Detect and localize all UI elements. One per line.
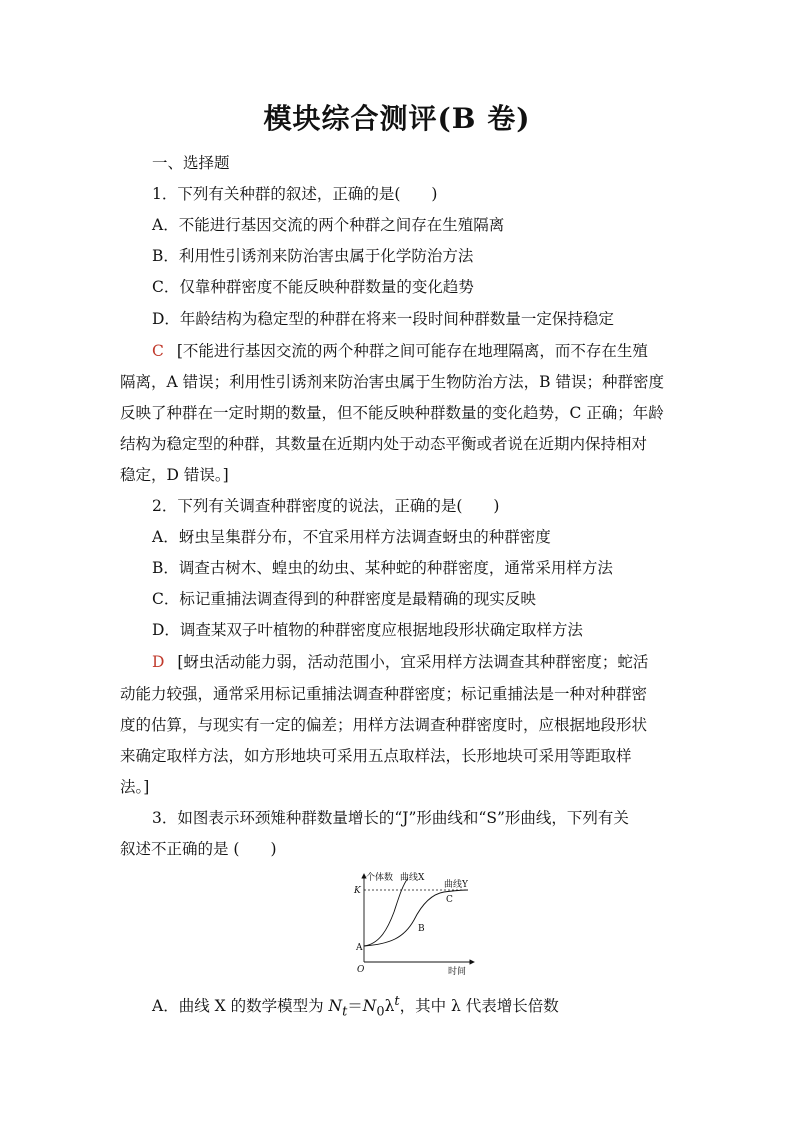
q1-explanation-line-2: 隔离，A 错误；利用性引诱剂来防治害虫属于生物防治方法，B 错误；种群密度 bbox=[120, 373, 664, 391]
q2-explanation-line-2: 动能力较强，通常采用标记重捕法调查种群密度；标记重捕法是一种对种群密 bbox=[120, 685, 648, 703]
q1-answer: C bbox=[152, 342, 164, 360]
q2-option-c: C．标记重捕法调查得到的种群密度是最精确的现实反映 bbox=[152, 590, 536, 608]
q1-explanation-line-3: 反映了种群在一定时期的数量，但不能反映种群数量的变化趋势，C 正确；年龄 bbox=[120, 404, 664, 422]
q2-answer: D bbox=[152, 653, 165, 671]
section-heading: 一、选择题 bbox=[152, 154, 230, 172]
point-a-label: A bbox=[356, 943, 363, 953]
q1-explanation-line-4: 结构为稳定型的种群，其数量在近期内处于动态平衡或者说在近期内保持相对 bbox=[120, 435, 648, 453]
q1-explanation-line-1: C [不能进行基因交流的两个种群之间可能存在地理隔离，而不存在生殖 bbox=[152, 342, 648, 360]
q2-option-d: D．调查某双子叶植物的种群密度应根据地段形状确定取样方法 bbox=[152, 621, 583, 639]
q1-explanation-line-5: 稳定，D 错误。] bbox=[120, 466, 229, 484]
curve-x-label: 曲线X bbox=[400, 873, 425, 883]
q3-stem-line-2: 叙述不正确的是 ( ) bbox=[120, 840, 277, 858]
q1-stem: 1．下列有关种群的叙述，正确的是( ) bbox=[152, 185, 438, 203]
q2-option-b: B．调查古树木、蝗虫的幼虫、某种蛇的种群密度，通常采用样方法 bbox=[152, 559, 613, 577]
k-label: K bbox=[354, 886, 361, 896]
origin-label: O bbox=[357, 965, 365, 975]
curve-y-label: 曲线Y bbox=[444, 880, 468, 890]
q2-stem: 2．下列有关调查种群密度的说法，正确的是( ) bbox=[152, 497, 500, 515]
growth-curve-svg bbox=[340, 868, 480, 980]
q1-option-d: D．年龄结构为稳定型的种群在将来一段时间种群数量一定保持稳定 bbox=[152, 310, 614, 328]
q1-option-c: C．仅靠种群密度不能反映种群数量的变化趋势 bbox=[152, 278, 474, 296]
q2-option-a: A．蚜虫呈集群分布，不宜采用样方法调查蚜虫的种群密度 bbox=[152, 528, 551, 546]
q1-option-a: A．不能进行基因交流的两个种群之间存在生殖隔离 bbox=[152, 216, 505, 234]
q3-stem-line-1: 3．如图表示环颈雉种群数量增长的“J”形曲线和“S”形曲线，下列有关 bbox=[152, 809, 629, 827]
q2-explanation-line-5: 法。] bbox=[120, 778, 150, 796]
point-b-label: B bbox=[418, 924, 425, 934]
y-axis-label: 个体数 bbox=[366, 873, 394, 883]
point-c-label: C bbox=[446, 895, 453, 905]
growth-curve-figure bbox=[340, 868, 480, 980]
curve-x bbox=[364, 878, 408, 946]
q2-explanation-line-3: 度的估算，与现实有一定的偏差；用样方法调查种群密度时，应根据地段形状 bbox=[120, 716, 648, 734]
x-axis-label: 时间 bbox=[448, 967, 467, 977]
q3-option-a: A．曲线 X 的数学模型为 $N_t=N_0\lambda^t$，其中 λ 代表增长倍数 bbox=[152, 994, 559, 1020]
page-title: 模块综合测评(B 卷) bbox=[263, 102, 531, 135]
q2-explanation-line-1: D [蚜虫活动能力弱，活动范围小，宜采用样方法调查其种群密度；蛇活 bbox=[152, 653, 649, 671]
q2-explanation-line-4: 来确定取样方法，如方形地块可采用五点取样法，长形地块可采用等距取样 bbox=[120, 747, 632, 765]
q1-option-b: B．利用性引诱剂来防治害虫属于化学防治方法 bbox=[152, 247, 474, 265]
